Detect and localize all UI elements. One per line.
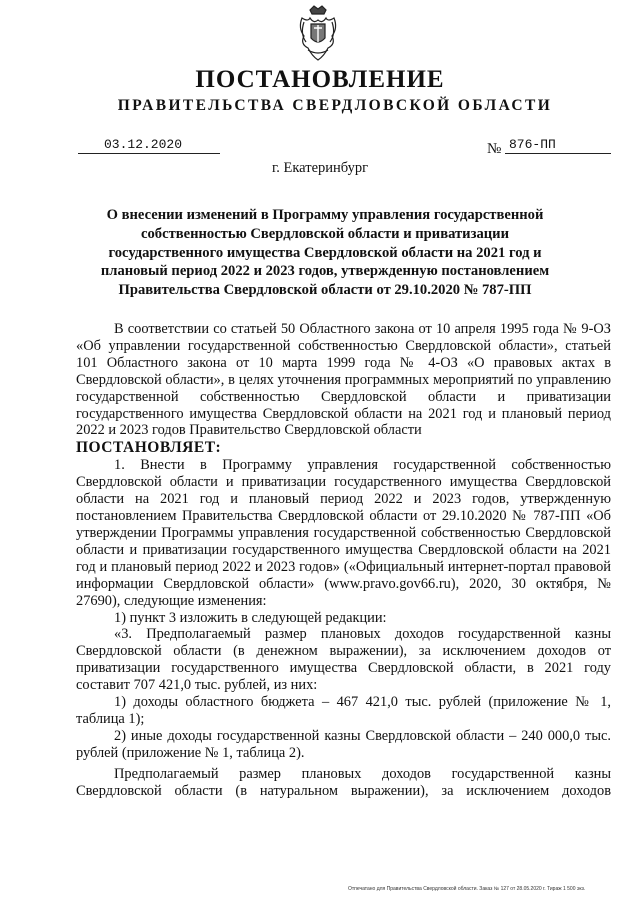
document-heading: О внесении изменений в Программу управления государственной собственностью Свердловской области и приватизации государственного имущества Свердловской области на 2021 год и плановый период 2022 и 2023 годов, утвержденную постановлением Правительства Свердловской области от 29.10.2020 № 787-ПП xyxy=(100,207,550,299)
quoted-item-3-paragraph: «3. Предполагаемый размер плановых доходов государственной казны Свердловской области (в денежном выражении), за исключением доходов от приватизации государственного имущества Свердловской области, в 2021 году составит 707 421,0 тыс. рублей, из них: xyxy=(76,626,611,694)
intro-paragraph: В соответствии со статьей 50 Областного закона от 10 апреля 1995 года № 9-ОЗ «Об управлении государственной собственностью Свердловской области», статьей 101 Областного закона от 10 марта 1999 года № 4-ОЗ «О правовых актах в Свердловской области», в целях уточнения программных мероприятий по управлению государственной собственностью Свердловской области и приватизации государственного имущества Свердловской области на 2021 год и плановый период 2022 и 2023 годов Правительство Свердловской области xyxy=(76,321,611,439)
document-type-title: ПОСТАНОВЛЕНИЕ xyxy=(195,66,445,93)
city: г. Екатеринбург xyxy=(271,160,369,176)
issuing-authority: ПРАВИТЕЛЬСТВА СВЕРДЛОВСКОЙ ОБЛАСТИ xyxy=(117,97,553,114)
resolve-heading: ПОСТАНОВЛЯЕТ: xyxy=(76,439,222,457)
print-footer: Отпечатано для Правительства Свердловской области. Заказ № 127 от 28.05.2020 г. Тираж 1 500 экз. xyxy=(348,886,586,892)
item-1-paragraph: 1. Внести в Программу управления государственной собственностью Свердловской области и приватизации государственного имущества Свердловской области на 2021 год и плановый период 2022 и 2023 годов, утвержденную постановлением Правительства Свердловской области от 29.10.2020 № 787-ПП «Об утверждении Программы управления государственной собственностью Свердловской области и приватизации государственного имущества Свердловской области на 2021 год и плановый период 2022 и 2023 годов» («Официальный интернет-портал правовой информации Свердловской области» (www.pravo.gov66.ru), 2020, 30 октября, № 27690), следующие изменения: xyxy=(76,457,611,609)
document-number: 876-ПП xyxy=(509,137,556,152)
date-field xyxy=(78,137,220,154)
document-date: 03.12.2020 xyxy=(104,137,183,152)
number-sign: № xyxy=(487,141,502,157)
coat-of-arms-icon xyxy=(294,4,342,64)
document-body xyxy=(76,321,611,799)
quoted-subitem-2: 2) иные доходы государственной казны Свердловской области – 240 000,0 тыс. рублей (приложение № 1, таблица 2). xyxy=(76,727,611,761)
subitem-1-paragraph: 1) пункт 3 изложить в следующей редакции: xyxy=(114,609,387,626)
quoted-subitem-1: 1) доходы областного бюджета – 467 421,0 тыс. рублей (приложение № 1, таблица 1); xyxy=(76,694,611,727)
number-field xyxy=(505,137,611,154)
quoted-continuation-paragraph: Предполагаемый размер плановых доходов государственной казны Свердловской области (в натуральном выражении), за исключением доходов xyxy=(76,765,611,799)
